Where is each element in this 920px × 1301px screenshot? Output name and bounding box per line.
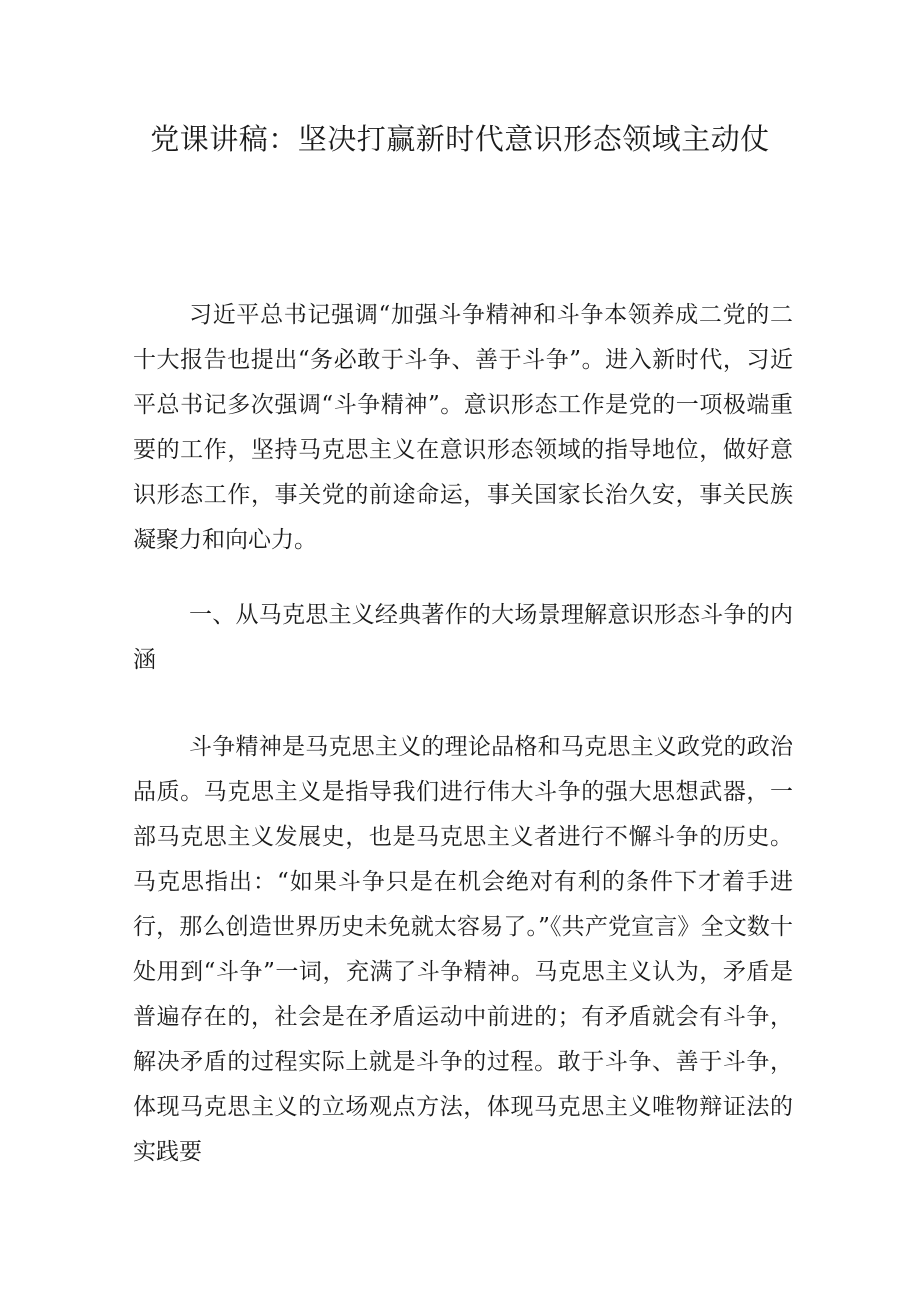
document-title: 党课讲稿：坚决打赢新时代意识形态领域主动仗 xyxy=(150,122,770,156)
section-heading-1: 一、从马克思主义经典著作的大场景理解意识形态斗争的内涵 xyxy=(133,602,793,673)
paragraph-body: 斗争精神是马克思主义的理论品格和马克思主义政党的政治品质。马克思主义是指导我们进行伟大斗争的强大思想武器，一部马克思主义发展史，也是马克思主义者进行不懈斗争的历史。马克思指出：“如果斗争只是在机会绝对有利的条件下才着手进行，那么创造世界历史未免就太容易了。”《共产党宣言》全文数十处用到“斗争”一词，充满了斗争精神。马克思主义认为，矛盾是普遍存在的，社会是在矛盾运动中前进的；有矛盾就会有斗争，解决矛盾的过程实际上就是斗争的过程。敢于斗争、善于斗争，体现马克思主义的立场观点方法，体现马克思主义唯物辩证法的实践要 xyxy=(133,734,793,1165)
paragraph-intro: 习近平总书记强调“加强斗争精神和斗争本领养成二党的二十大报告也提出“务必敢于斗争、善于斗争”。进入新时代，习近平总书记多次强调“斗争精神”。意识形态工作是党的一项极端重要的工作，坚持马克思主义在意识形态领域的指导地位，做好意识形态工作，事关党的前途命运，事关国家长治久安，事关民族凝聚力和向心力。 xyxy=(133,302,793,553)
